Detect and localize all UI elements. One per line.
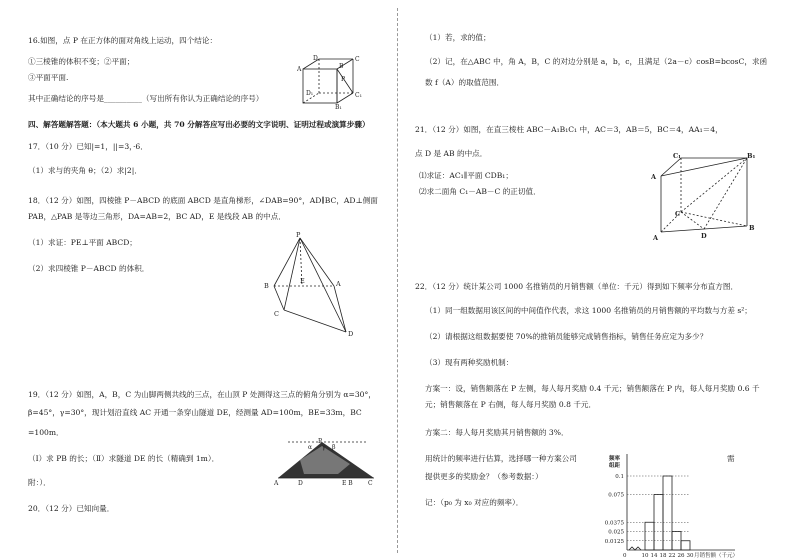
y-tick-label: 0.0375	[604, 520, 624, 527]
q21-line1: 21．（12 分）如图，在直三棱柱 ABC－A₁B₁C₁ 中，AC＝3，AB＝5，BC＝4，AA₁＝4，	[415, 125, 723, 134]
svg-text:E B: E B	[342, 480, 353, 486]
q22-need: 需	[727, 454, 735, 463]
q22-line3: （2）请根据这组数据要使 70%的推销员能够完成销售指标，销售任务应定为多少？	[425, 332, 708, 341]
q20-line1: 20．（12 分）已知向量．	[28, 504, 115, 513]
q20-part2b: 数 f（A）的取值范围．	[425, 78, 505, 87]
q16-line4: 其中正确结论的序号是__________（写出所有你认为正确结论的序号）	[28, 94, 264, 103]
svg-text:C₁: C₁	[673, 152, 682, 160]
q18-line4: （2）求四棱锥 P－ABCD 的体积．	[28, 264, 150, 273]
q22-line4: （3）现有两种奖励机制：	[425, 358, 514, 367]
q22-line7: 记：（p₀ 为 x₀ 对应的频率）．	[425, 498, 524, 507]
x-tick-label: 26	[677, 553, 685, 558]
cube-figure	[297, 55, 363, 109]
q22-line1: 22．（12 分）统计某公司 1000 名推销员的月销售额（单位：千元）得到如下频率分布直方图．	[415, 282, 739, 291]
section-header: 四、解答题解答题：（本大题共 6 小题，共 70 分解答应写出必要的文字说明、证明过程或演算步骤）	[28, 120, 370, 129]
y-label-bottom: 组距	[609, 463, 621, 469]
svg-text:C: C	[368, 480, 373, 486]
y-tick-label: 0.0125	[604, 538, 624, 545]
right-column	[397, 0, 794, 560]
svg-text:A: A	[651, 173, 657, 181]
mountain-figure	[274, 436, 378, 486]
svg-text:B: B	[339, 63, 344, 70]
y-label-top: 频率	[609, 456, 621, 462]
histogram-bar	[663, 476, 672, 550]
q17-line1: 17．（10 分）已知|=1，||=3，·6．	[28, 142, 148, 151]
svg-text:A: A	[336, 280, 341, 288]
svg-text:A: A	[274, 480, 279, 486]
y-tick-label: 0.025	[608, 529, 624, 536]
plan1-line2: 元；销售额落在 P 右侧，每人每月奖励 0.8 千元．	[425, 400, 597, 409]
svg-text:γ: γ	[322, 444, 326, 451]
histogram-bar	[645, 522, 654, 550]
svg-text:D₁: D₁	[306, 90, 314, 97]
pyramid-figure	[262, 230, 356, 340]
q18-line3: （1）求证：PE⊥平面 ABCD；	[28, 238, 137, 247]
x-tick-label: 10	[641, 553, 649, 558]
svg-text:α: α	[308, 444, 313, 451]
prism-figure	[651, 150, 759, 242]
histogram-bar	[681, 541, 690, 550]
q22-line2: （1）同一组数据用该区间的中间值作代表，求这 1000 名推销员的月销售额的平均数与方差 s²；	[425, 306, 752, 315]
q20-part1: （1）若，求的值；	[425, 33, 491, 42]
q19-line2: β=45°，γ=30°，现计划沿直线 AC 开通一条穿山隧道 DE，经测量 AD=100m，BE=33m，BC	[28, 408, 362, 417]
x-tick-label: 14	[650, 553, 658, 558]
q22-line5: 用统计的频率进行估算，选择哪一种方案公司	[425, 454, 577, 463]
svg-text:D: D	[701, 232, 707, 240]
svg-text:C: C	[274, 310, 279, 318]
q16-line2: ①三棱锥的体积不变；②平面；	[28, 57, 135, 66]
origin-label: 0	[623, 553, 627, 558]
q17-line2: （1）求与的夹角 θ；（2）求|2|．	[28, 166, 142, 175]
plan1-line1: 方案一：设，销售额落在 P 左侧，每人每月奖励 0.4 千元；销售额落在 P 内，每人每月奖励 0.6 千	[425, 384, 760, 393]
x-tick-label: 18	[659, 553, 667, 558]
svg-text:B: B	[264, 282, 269, 290]
svg-text:D: D	[313, 55, 318, 62]
svg-text:D: D	[348, 330, 354, 338]
x-tick-label: 30	[686, 553, 694, 558]
q22-line6: 提供更多的奖励金？（参考数据：）	[425, 472, 543, 481]
svg-text:C: C	[355, 56, 360, 63]
svg-text:P: P	[296, 231, 301, 239]
svg-text:A: A	[297, 66, 302, 73]
svg-text:P: P	[341, 76, 346, 83]
svg-text:D: D	[298, 480, 303, 486]
axis-break	[629, 547, 641, 550]
y-tick-label: 0.075	[608, 492, 624, 499]
q18-line2: PAB，△PAB 是等边三角形，DA=AB=2，BC AD，E 是线段 AB 的中点．	[28, 212, 286, 221]
q21-line2: 点 D 是 AB 的中点．	[415, 149, 488, 158]
svg-text:A: A	[653, 234, 659, 242]
q19-line5: 附：）．	[28, 478, 51, 487]
q21-line4: ⑵求二面角 C₁－AB－C 的正切值．	[419, 187, 541, 196]
q19-line3: =100m．	[28, 428, 64, 437]
svg-text:C₁: C₁	[355, 92, 362, 99]
plan2-line: 方案二：每人每月奖励其月销售额的 3%．	[425, 428, 569, 437]
q18-line1: 18．（12 分）如图，四棱锥 P－ABCD 的底面 ABCD 是直角梯形，∠DAB=90°，AD∥BC，AD⊥侧面	[28, 196, 378, 205]
q19-line1: 19．（12 分）如图，A，B，C 为山脚两侧共线的三点，在山顶 P 处测得这三点的俯角分别为 α=30°，	[28, 390, 376, 399]
svg-text:B: B	[749, 224, 755, 232]
svg-text:B₁: B₁	[335, 104, 342, 109]
q16-line1: 16.如图，点 P 在正方体的面对角线上运动，四个结论：	[28, 36, 218, 45]
histogram-chart	[587, 446, 792, 558]
svg-text:P: P	[318, 438, 323, 445]
x-tick-label: 22	[668, 553, 676, 558]
q16-line3: ③平面平面.	[28, 73, 69, 82]
y-tick-label: 0.1	[615, 474, 624, 480]
svg-text:β: β	[332, 444, 336, 451]
svg-text:E: E	[300, 277, 305, 285]
q20-part2a: （2）记，在△ABC 中，角 A，B，C 的对边分别是 a，b，c，且满足（2a－c）cosB=bcosC，求函	[425, 57, 768, 66]
svg-text:C: C	[675, 210, 681, 218]
x-axis-label: 月销售额（千元）	[694, 553, 739, 558]
q19-line4: （Ⅰ）求 PB 的长；（Ⅱ）求隧道 DE 的长（精确到 1m）．	[28, 454, 220, 463]
svg-text:B₁: B₁	[747, 152, 756, 160]
q21-line3: ⑴求证：AC₁∥平面 CDB₁；	[419, 171, 513, 180]
